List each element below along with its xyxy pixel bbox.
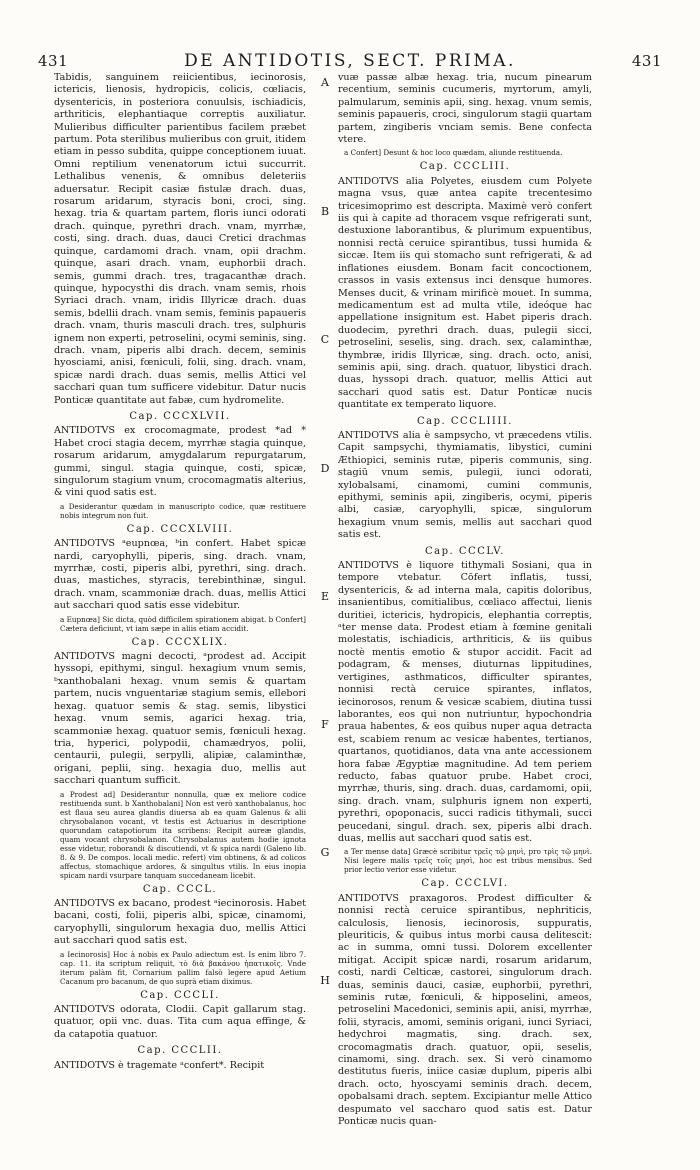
left-column (54, 72, 306, 1127)
paragraph: vuæ passæ albæ hexag. tria, nucum pinearum recentium, seminis cucumeris, myrtorum, amyli, palmularum, seminis apii, sing. hexag. vnum semis, seminis papaueris, croci, singulorum stagii quartam partem, zingiberis vnciam semis. Bene confecta vtere. (338, 72, 592, 146)
footnote: a Iecinorosis] Hoc à nobis ex Paulo adiectum est. Is enim libro 7. cap. 11. ita scriptum reliquit, τὸ διὰ βακάνου ἡπατικοῖς. Vnde iterum palàm fit, Cornarium pallim falsò legere apud Aetium Cacanum pro bacanum, de quo suprà etiam diximus. (60, 949, 306, 986)
running-title: DE ANTIDOTIS, SECT. PRIMA. (184, 51, 516, 71)
chapter-heading: Cap. CCCL. (142, 883, 218, 895)
page-number-right: 431 (631, 52, 662, 70)
margin-letter: F (321, 718, 329, 731)
chapter-heading: Cap. CCCXLIX. (131, 636, 229, 648)
chapter-heading: Cap. CCCLI. (140, 989, 220, 1001)
paragraph: ANTIDOTVS ex bacano, prodest ᵃiecinorosis. Habet bacani, costi, folii, piperis albi, spicæ, cinamomi, caryophylli, singulorum hexagia duo, mellis Attici aut sacchari quod satis est. (54, 897, 306, 947)
margin-letter: D (320, 462, 330, 475)
footnote: a Prodest ad] Desiderantur nonnulla, quæ ex meliore codice restituenda sunt. b Xanthobalani] Non est verò xanthobalanus, hoc est flaua seu aurea glandis diuersa ab ea quam Galenus & alii chrysobalanon vocant, vt testis est Actuarius in descriptione quorundam catapotiorum ita scribens: Recipit aureæ glandis, quam vocant chrysobalanon. Chrysobalanus autem hodie ignota esse videtur, roborandi & discutiendi, vt & spica nardi (Galeno lib. 8. & 9. De compos. locali medic. refert) vim obtinens, & ad colicos affectus, stomachique ardores, & singultus vtilis. In eius inopia spicam nardi vsurpare tanquam succedaneam licebit. (60, 789, 306, 880)
margin-letter: H (320, 974, 330, 987)
margin-letter: G (320, 846, 330, 859)
margin-letter: A (321, 76, 329, 89)
paragraph: ANTIDOTVS ᵃeupnœa, ᵇin confert. Habet spicæ nardi, caryophylli, piperis, sing. drach. vnam, myrrhæ, costi, piperis albi, pyrethri, sing. drach. duas, mastiches, styracis, terebinthinæ, singul. drach. vnam, scammoniæ drach. duas, mellis Attici aut sacchari quod satis esse videbitur. (54, 538, 306, 612)
paragraph: ANTIDOTVS è tragemate ᵃconfert*. Recipit (54, 1059, 265, 1071)
chapter-heading: Cap. CCCLVI. (421, 878, 509, 890)
margin-letter: B (320, 205, 330, 218)
margin-letter: C (320, 333, 330, 346)
chapter-heading: Cap. CCCLIIII. (417, 415, 513, 427)
paragraph: ANTIDOTVS odorata, Clodii. Capit gallarum stag. quatuor, opii vnc. duas. Tita cum aqua effinge, & da catapotia quatuor. (54, 1003, 306, 1040)
paragraph: ANTIDOTVS praxagoros. Prodest difficulter & nonnisi rectà ceruice spirantibus, nephriticis, calculosis, lienosis, iecinorosis, suppuratis, pleuriticis, & quibus intus morbi causa delitescit: ac in summa, omni tussi. Dolorem excellenter mitigat. Accipit spicæ nardi, rosarum aridarum, costi, nardi Celticæ, castorei, singulorum drach. duas, seminis dauci, casiæ, euphorbii, pyrethri, seminis rutæ, fœniculi, & hipposelini, ameos, petroselini Macedonici, seminis apii, anisi, myrrhæ, folii, styracis, amomi, seminis origani, iunci Syriaci, hedychroi magmatis, sing. drach. sex, crocomagmatis drach. quatuor, opii, seselis, cinamomi, sing. drach. sex. Si verò cinamomo destitutus fueris, iniice casiæ duplum, piperis albi drach. octo, hyoscyami seminis drach. decem, opobalsami drach. septem. Excipiantur melle Attico despumato vel saccharo quod satis est. Datur Ponticæ nucis quan- (338, 892, 592, 1127)
chapter-heading: Cap. CCCLV. (425, 545, 505, 557)
footnote: a Confert] Desunt & hoc loco quædam, aliunde restituenda. (344, 148, 563, 158)
paragraph: ANTIDOTVS ex crocomagmate, prodest *ad * Habet croci stagia decem, myrrhæ stagia quinque, rosarum aridarum, amygdalarum repurgatarum, gummi, singul. stagia quinque, costi, spicæ, singulorum stagium vnum, crocomagmatis alterius, & vini quod satis est. (54, 425, 306, 499)
paragraph: ANTIDOTVS alia è sampsycho, vt præcedens vtilis. Capit sampsychi, thymiamatis, libystici, cumini Æthiopici, seminis rutæ, piperis communis, sing. stagiū vnum semis, pulegii, iunci odorati, xylobalsami, cinamomi, cumini communis, epithymi, seminis apii, zingiberis, ocymi, piperis albi, casiæ, caryophylli, spicæ, singulorum hexagium vnum semis, mellis aut sacchari quod satis est. (338, 429, 592, 541)
right-column (338, 72, 592, 1127)
paragraph: ANTIDOTVS alia Polyetes, eiusdem cum Polyete magna vsus, quæ antea capite trecentesimo tricesimoprimo est descripta. Maximè verò confert iis qui à capite ad thoracem vsque refrigerati sunt, destuxione laborantibus, & plurimum expuentibus, nonnisi rectà ceruice spirantibus, tussi humida & siccæ. Item iis qui stomacho sunt refrigerati, & ad inflationes eiusdem. Bonam facit concoctionem, crassos in vasis extensus inci densque humores. Menses ducit, & vrinam mirificè mouet. In summa, medicamentum est ad multa vtile, ideóque hac appellatione insignitum est. Habet piperis drach. duodecim, pyrethri drach. duas, pulegii sicci, petroselini, seselis, sing. drach. sex, calaminthæ, thymbræ, iridis Illyricæ, sing. drach. octo, anisi, seminis apii, sing. drach. quatuor, libystici drach. duas, hyssopi drach. quatuor, mellis Attici aut sacchari quod satis est. Datur Ponticæ nucis quantitate ex temperato liquore. (338, 175, 592, 411)
running-header (38, 48, 662, 74)
footnote: a Ter mense data] Græcè scribitur τρεῖς τῷ μηνὶ, pro τρὶς τῷ μηνὶ. Nisi legere malis τρεῖς τοῖς μησὶ, hoc est tribus mensibus. Sed prior lectio verior esse videtur. (344, 847, 592, 875)
footnote: a Eupnœa] Sic dicta, quòd difficilem spirationem abigat. b Confert] Cætera deficiunt, vt iam sæpe in aliis etiam accidit. (60, 614, 306, 633)
paragraph: ANTIDOTVS è liquore tithymali Sosiani, qua in tempore vtebatur. Cōfert inflatis, tussi, dysentericis, & ad interna mala, capitis doloribus, insanientibus, comitialibus, cœliaco affectui, lienis duritiei, ictericis, hydropicis, elephantia correptis, ᵃter mense data. Prodest etiam à fœmine genitali molestatis, ischiadicis, arthriticis, & iis quibus noctè mentis emotio & stupor accidit. Facit ad podagram, & menses, diuturnas lippitudines, vertigines, asthmaticos, difficulter spirantes, nonnisi rectà ceruice spirantes, inflatos, iecinorosos, renum & vesicæ scabiem, diutina tussi laborantes, eos qui non nutriuntur, hypochondria praua habentes, & eos quibus nuper aqua detracta est, scabiem renum ac vesicæ habentes, tertianos, quartanos, quotidianos, data vna ante accessionem hora fabæ Ægyptiæ magnitudine. Ad tem periem reducto, fabas quatuor prube. Habet croci, myrrhæ, thuris, sing. drach. duas, cardamomi, opii, sing. drach. vnam, sulphuris ignem non experti, pyrethri, opoponacis, succi radicis tithymali, succi peucedani, singul. drach. sex, piperis albi drach. duas, mellis aut sacchari quod satis est. (338, 560, 592, 844)
paragraph: ANTIDOTVS magni decocti, ᵃprodest ad. Accipit hyssopi, epithymi, singul. hexagium vnum semis, ᵇxanthobalani hexag. vnum semis & quartam partem, nucis vnguentariæ stagium semis, ellebori hexag. quatuor semis & stag. semis, libystici hexag. vnum semis, agarici hexag. tria, scammoniæ hexag. quatuor semis, fœniculi hexag. tria, hyperici, polypodii, chamædryos, polii, centaurii, pulegii, serpylli, alipiæ, calaminthæ, origani, peplii, sing. hexagia duo, mellis aut sacchari quantum sufficit. (54, 651, 306, 787)
chapter-heading: Cap. CCCLII. (137, 1045, 223, 1057)
margin-letter: E (320, 590, 330, 603)
page-number-left: 431 (38, 52, 69, 70)
chapter-heading: Cap. CCCXLVII. (129, 410, 231, 422)
chapter-heading: Cap. CCCLIII. (419, 161, 511, 173)
chapter-heading: Cap. CCCXLVIII. (126, 523, 234, 535)
paragraph: Tabidis, sanguinem reiicientibus, iecinorosis, ictericis, lienosis, hydropicis, colicis, cœliacis, dysentericis, in posteriora conuulsis, ischiadicis, arthriticis, elephantiaque correptis auxiliatur. Mulieribus difficulter parientibus facilem præbet partum. Pota sterilibus mulieribus con gruit, itidem etiam in pesso subdita, quippe conceptionem iuuat. Omni reptilium venenatorum ictui succurrit. Lethalibus venenis, & omnibus deleteriis aduersatur. Recipit casiæ fistulæ drach. duas, rosarum aridarum, styracis boni, croci, sing. hexag. tria & quartam partem, floris iunci odorati drach. quinque, pyrethri drach. vnam, myrrhæ, costi, sing. drach. duas, dauci Cretici drachmas quinque, cardamomi drach. vnam, opii drachm. quinque, asari drach. vnam, euphorbii drach. semis, gummi drach. tres, tragacanthæ drach. quinque, hypocysthi dis drach. vnam semis, rhois Syriaci drach. vnam, iridis Illyricæ drach. duas semis, bdellii drach. vnam semis, feminis papaueris drach. vnam, thuris masculi drach. tres, sulphuris ignem non experti, petroselini, ocymi seminis, sing. drach. vnam, piperis albi drach. decem, seminis hyosciami, anisi, fœniculi, folii, sing. drach. vnam, spicæ nardi drach. duas semis, mellis Attici vel sacchari quan tum sufficere videbitur. Datur nucis Ponticæ quantitate aut fabæ, cum hydromelite. (54, 72, 306, 406)
footnote: a Desiderantur quædam in manuscripto codice, quæ restituere nobis integrum non fuit. (60, 501, 306, 520)
